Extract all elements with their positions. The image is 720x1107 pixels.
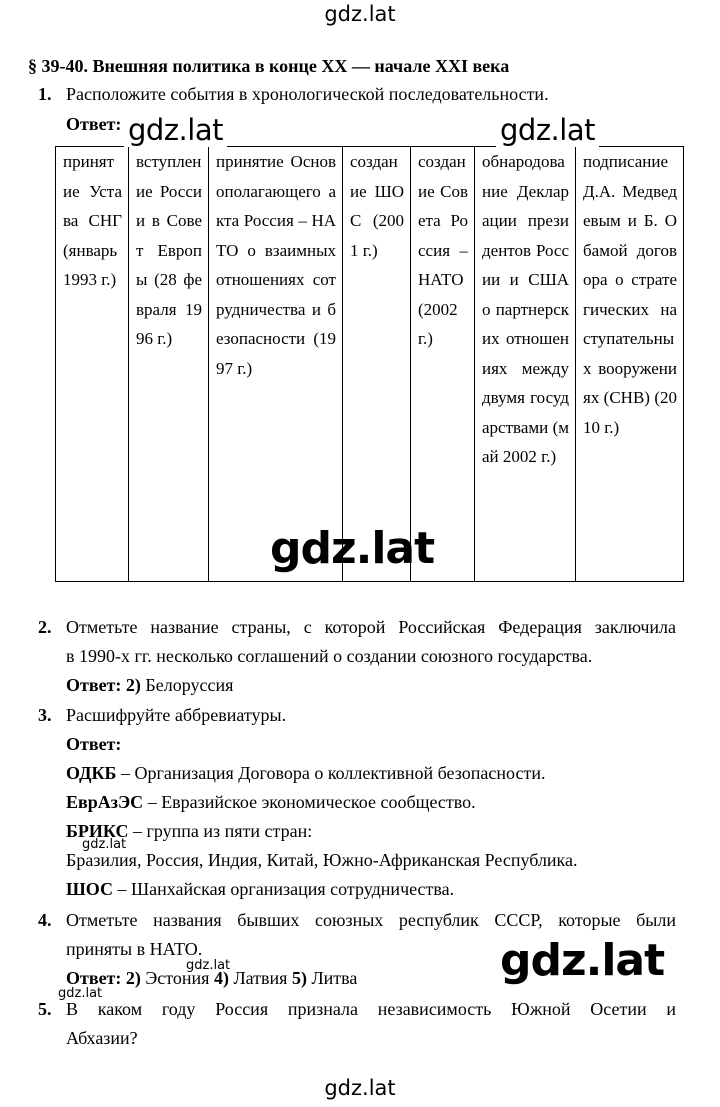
watermark-overlay: gdz.lat [270, 523, 435, 574]
q2-line2: в 1990-х гг. несколько соглашений о создании союзного государства. [66, 646, 593, 666]
q1-number: 1. [38, 84, 52, 104]
q2-answer [66, 671, 233, 700]
watermark-overlay: gdz.lat [500, 935, 665, 986]
event-cell: обнародование Декларации президентов России и США о партнерских отношениях между двумя государствами (май 2002 г.) [475, 147, 576, 582]
q2-number: 2. [38, 617, 52, 637]
watermark-overlay: gdz.lat [82, 837, 127, 852]
q2-line1: Отметьте название страны, с которой Российская Федерация заключила [66, 617, 676, 637]
q4-line1: Отметьте названия бывших союзных республик СССР, которые были [66, 910, 676, 930]
q3-item: ШОС – Шанхайская организация сотрудничества. [66, 879, 455, 899]
q4-answer: Ответ: 2) Эстония 4) Латвия 5) Литва [66, 968, 358, 988]
q3-item: ЕврАзЭС – Евразийское экономическое сообщество. [66, 792, 476, 812]
event-cell: создание ШОС (2001 г.) [343, 147, 411, 582]
section-title: § 39-40. Внешняя политика в конце XX — начале XXI века [28, 56, 510, 76]
q1-answer-label: Ответ: [66, 114, 122, 134]
q2-answer-text: Белоруссия [140, 675, 234, 695]
event-cell: подписание Д.А. Медведевым и Б. Обамой договора о стратегических наступательных вооружениях (СНВ) (2010 г.) [576, 147, 684, 582]
q4-line2: приняты в НАТО. [66, 939, 203, 959]
q1-text: Расположите события в хронологической последовательности. [66, 84, 549, 104]
watermark-bottom: gdz.lat [324, 1076, 396, 1100]
watermark-top: gdz.lat [324, 2, 396, 26]
event-cell: принятие Устава СНГ (январь 1993 г.) [56, 147, 129, 582]
watermark-overlay: gdz.lat [496, 113, 599, 147]
table-row [56, 147, 684, 582]
watermark-overlay: gdz.lat [124, 113, 227, 147]
event-cell: вступление России в Совет Европы (28 февраля 1996 г.) [129, 147, 209, 582]
watermark-overlay: gdz.lat [58, 986, 103, 1001]
q3-number: 3. [38, 705, 52, 725]
q3-item: ОДКБ – Организация Договора о коллективной безопасности. [66, 763, 546, 783]
event-cell: принятие Основополагающего акта Россия – НАТО о взаимных отношениях сотрудничества и безопасности (1997 г.) [209, 147, 343, 582]
q5-number: 5. [38, 999, 52, 1019]
q3-item: БРИКС – группа из пяти стран: [66, 821, 313, 841]
q5-line1: В каком году Россия признала независимость Южной Осетии и [66, 999, 676, 1019]
event-cell: создание Совета Россия – НАТО (2002 г.) [411, 147, 475, 582]
q4-number: 4. [38, 910, 52, 930]
q5-line2: Абхазии? [66, 1028, 138, 1048]
events-table [55, 146, 684, 582]
q3-text: Расшифруйте аббревиатуры. [66, 705, 287, 725]
q3-item: Бразилия, Россия, Индия, Китай, Южно-Африканская Республика. [66, 850, 578, 870]
watermark-overlay: gdz.lat [186, 958, 231, 973]
q2-answer-prefix: Ответ: 2) [66, 675, 141, 695]
q3-answer-label: Ответ: [66, 734, 122, 754]
